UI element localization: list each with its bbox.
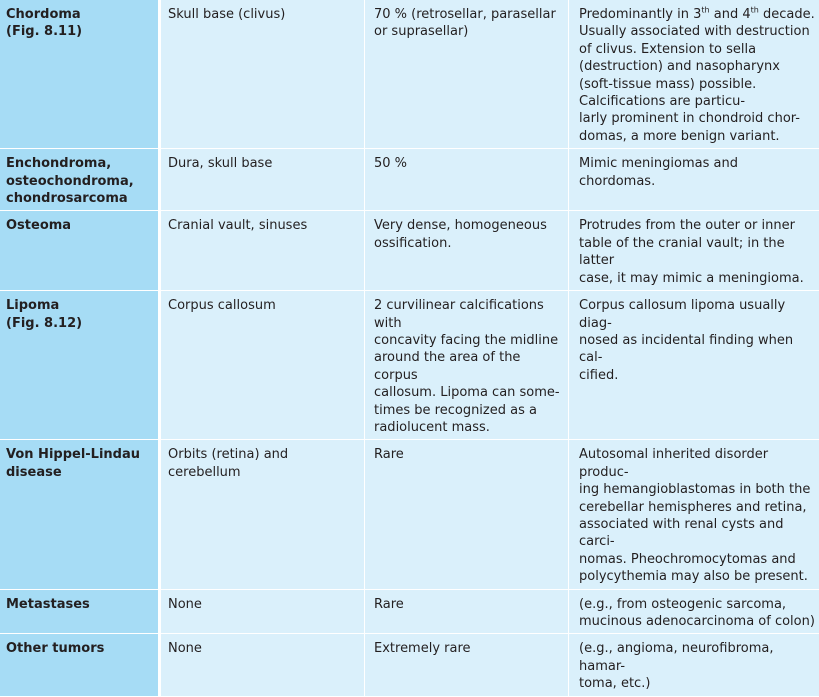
row-frequency-cell: 70 % (retrosellar, parasellar or suprasellar): [365, 0, 569, 149]
row-frequency-cell: 50 %: [365, 149, 569, 211]
row-name-cell: Von Hippel-Lindau disease: [0, 440, 161, 589]
row-comment-cell: (e.g., angioma, neurofibroma, hamar- toma, etc.): [569, 634, 819, 696]
table-row: [0, 590, 819, 635]
row-location-cell: None: [161, 634, 365, 696]
comment-text: and 4: [709, 7, 751, 22]
row-frequency-cell: Rare: [365, 440, 569, 589]
row-comment-cell: (e.g., from osteogenic sarcoma, mucinous adenocarcinoma of colon): [569, 590, 819, 635]
row-location-cell: None: [161, 590, 365, 635]
row-comment-cell: [569, 0, 819, 149]
row-frequency-cell: Extremely rare: [365, 634, 569, 696]
row-location-cell: Skull base (clivus): [161, 0, 365, 149]
row-name-cell: Metastases: [0, 590, 161, 635]
row-name-cell: Enchondroma, osteochondroma, chondrosarcoma: [0, 149, 161, 211]
row-location-cell: Corpus callosum: [161, 291, 365, 440]
superscript-ordinal: th: [701, 5, 710, 15]
table-row: [0, 149, 819, 211]
row-comment-cell: Mimic meningiomas and chordomas.: [569, 149, 819, 211]
table-row: [0, 440, 819, 589]
row-frequency-cell: Very dense, homogeneous ossification.: [365, 211, 569, 291]
row-location-cell: Dura, skull base: [161, 149, 365, 211]
row-location-cell: Cranial vault, sinuses: [161, 211, 365, 291]
row-name-cell: Chordoma (Fig. 8.11): [0, 0, 161, 149]
comment-text: Predominantly in 3: [579, 7, 702, 22]
row-frequency-cell: Rare: [365, 590, 569, 635]
row-name-cell: Lipoma (Fig. 8.12): [0, 291, 161, 440]
comment-text: decade. Usually associated with destruction of clivus. Extension to sella (destruction) and nasopharynx (soft-tissue mass) possible. Calcifications are particu- larly prominent in chondroid chor- domas, a more benign variant.: [579, 7, 815, 144]
superscript-ordinal: th: [750, 5, 759, 15]
table-row: [0, 291, 819, 440]
row-name-cell: Other tumors: [0, 634, 161, 696]
table-row: [0, 634, 819, 696]
row-frequency-cell: 2 curvilinear calcifications with concavity facing the midline around the area of the corpus callosum. Lipoma can some- times be recognized as a radiolucent mass.: [365, 291, 569, 440]
row-comment-cell: Protrudes from the outer or inner table of the cranial vault; in the latter case, it may mimic a meningioma.: [569, 211, 819, 291]
table-row: [0, 211, 819, 291]
row-comment-cell: Autosomal inherited disorder produc- ing hemangioblastomas in both the cerebellar hemispheres and retina, associated with renal cysts and carci- nomas. Pheochromocytomas and polycythemia may also be present.: [569, 440, 819, 589]
row-location-cell: Orbits (retina) and cerebellum: [161, 440, 365, 589]
row-name-cell: Osteoma: [0, 211, 161, 291]
row-comment-cell: Corpus callosum lipoma usually diag- nosed as incidental finding when cal- cified.: [569, 291, 819, 440]
table-row: [0, 0, 819, 149]
